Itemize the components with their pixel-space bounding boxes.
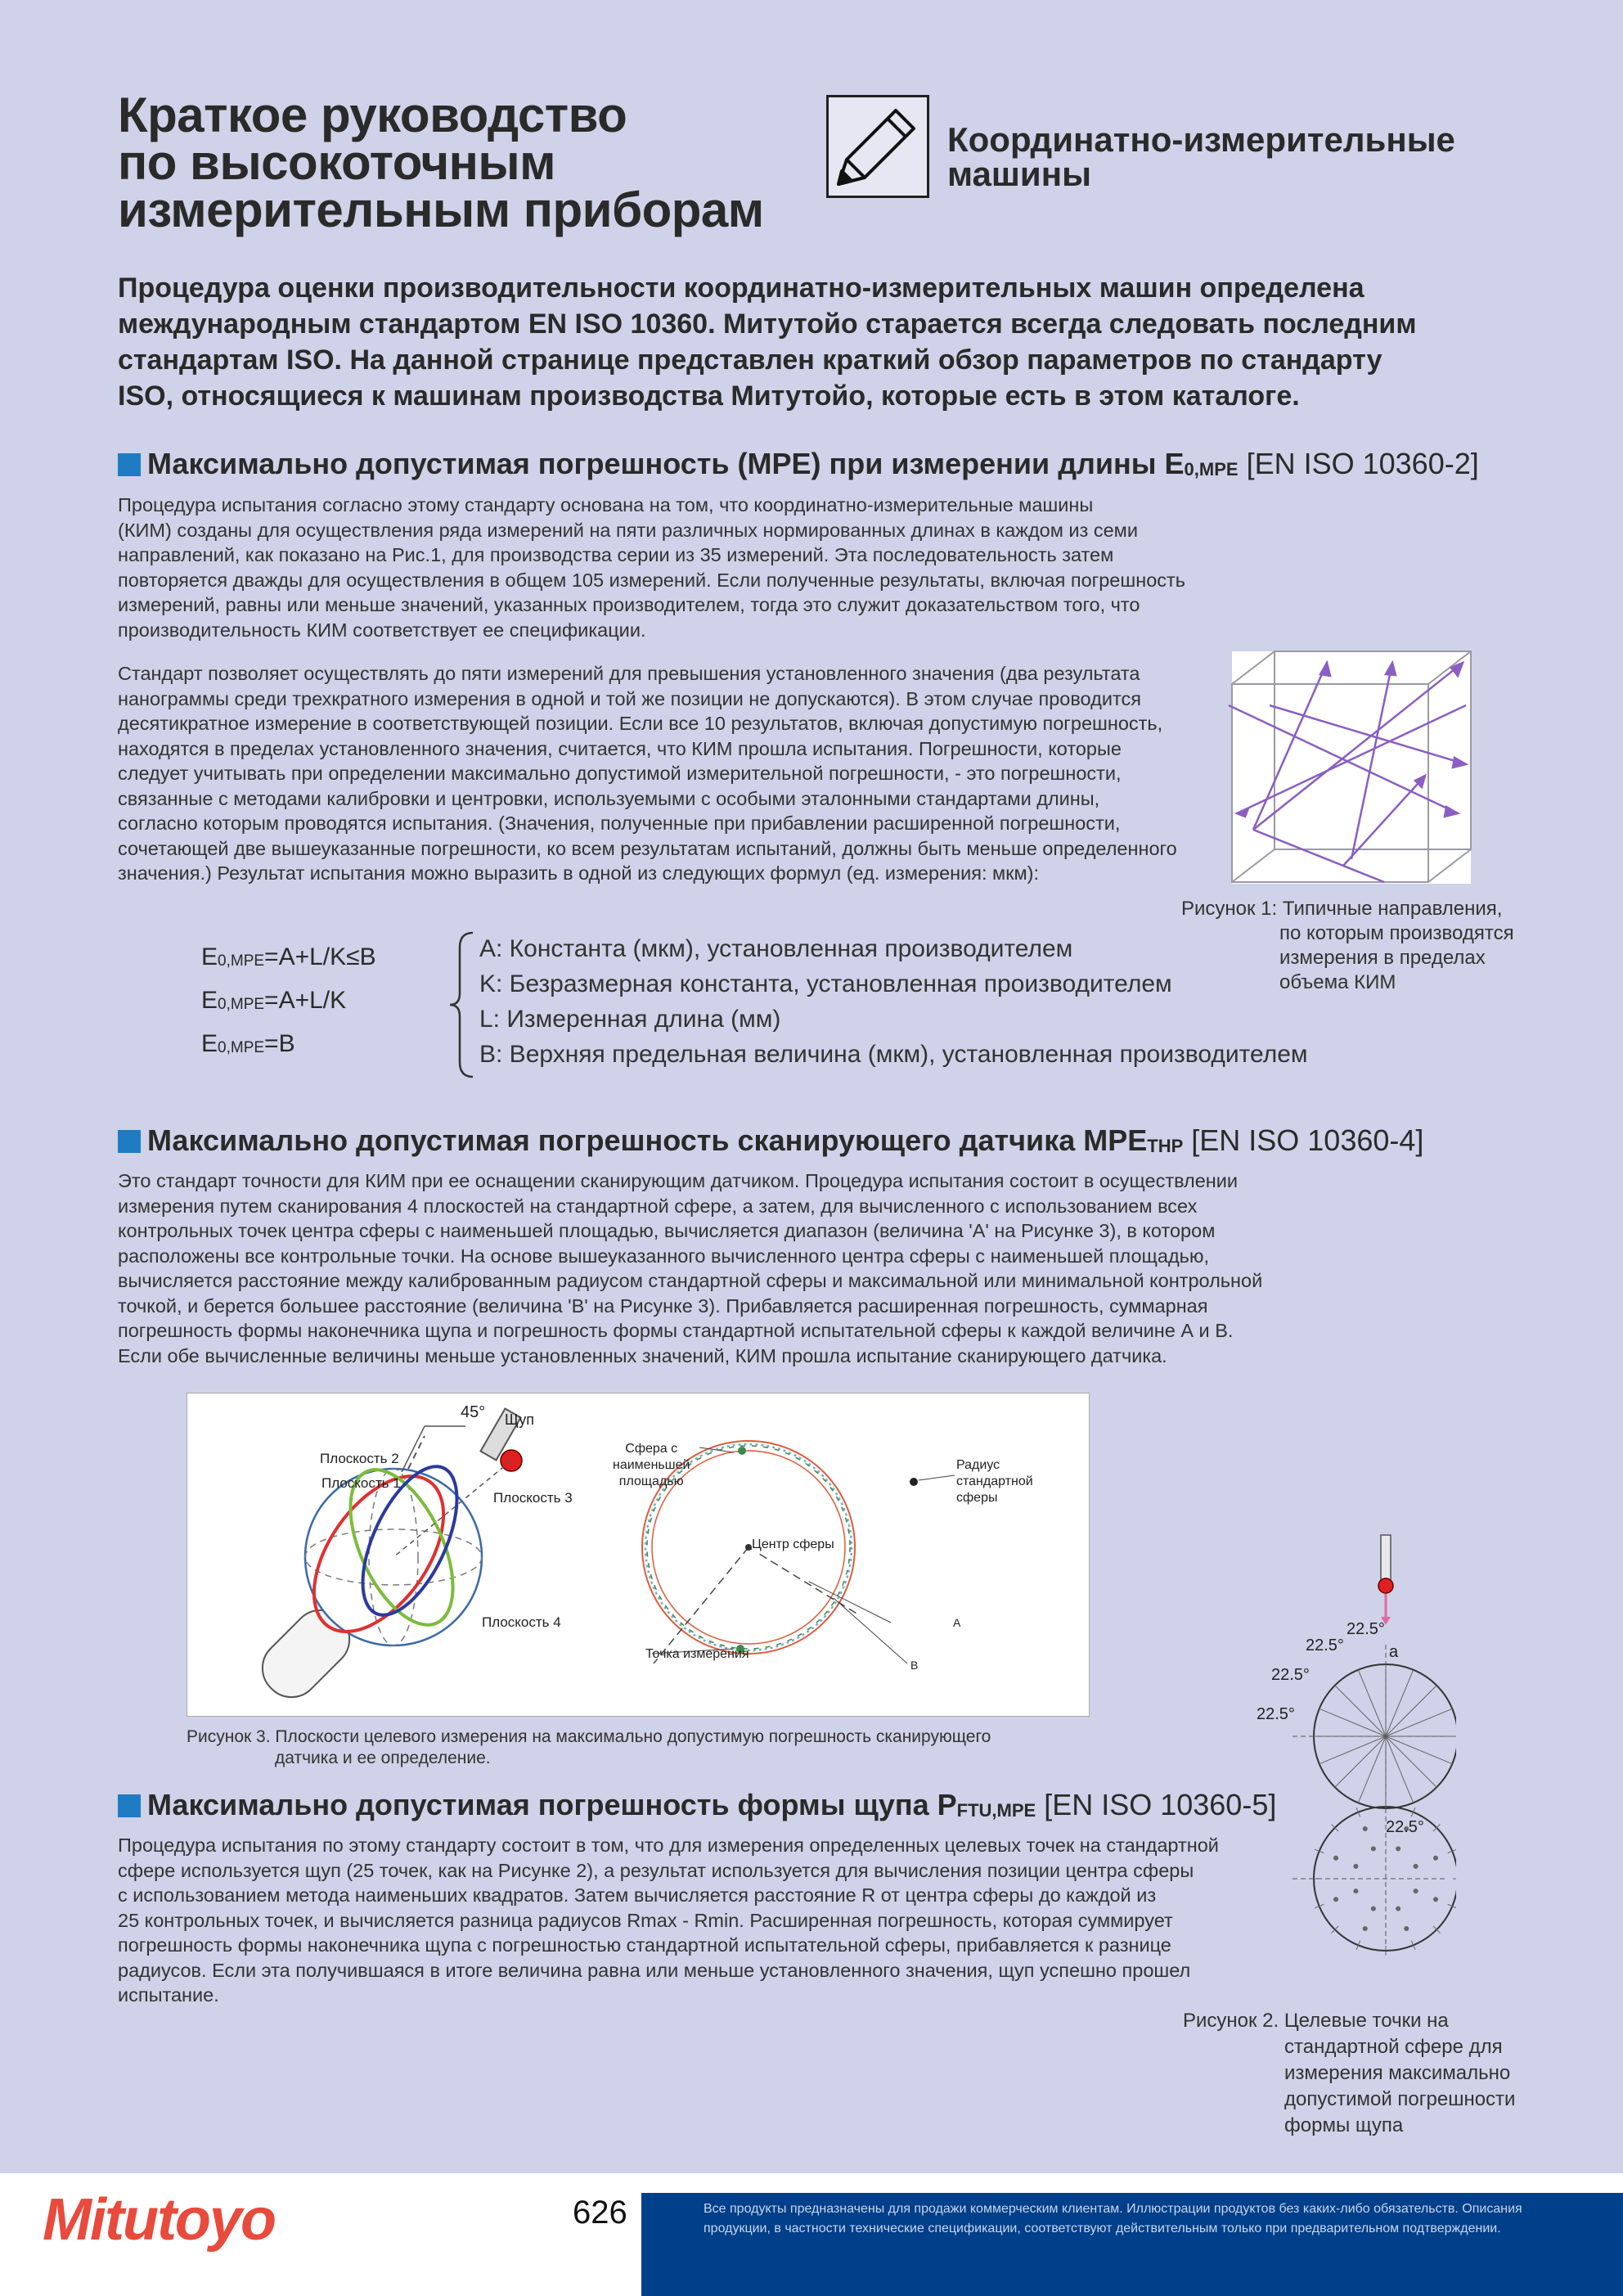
- caption-line: Рисунок 2. Целевые точки на: [1183, 2010, 1449, 2032]
- disclaimer-line: Все продукты предназначены для продажи коммерческим клиентам. Иллюстрации продуктов без каких-либо обязательств. Описания: [704, 2202, 1522, 2216]
- section1-paragraph-1: [118, 493, 1186, 642]
- legend-l: L: Измеренная длина (мм): [479, 1006, 781, 1033]
- fig3-probe-label: Щуп: [505, 1411, 535, 1428]
- title-line-2: по высокоточным: [118, 135, 556, 190]
- section3-heading: Максимально допустимая погрешность формы щупа $P_{FTU,MPE}$ [EN ISO 10360-5]: [118, 1789, 1276, 1827]
- text-line: контрольных точек центра сферы с наименьшей площадью, вычисляется диапазон (величина 'А' на Рисунке 3), в котором: [118, 1220, 1216, 1241]
- fig2-target-point: [1353, 1889, 1358, 1893]
- section1-heading: Максимально допустимая погрешность (MPE) при измерении длины $E_{0,MPE}$ [EN ISO 10360-2]: [118, 448, 1479, 486]
- fig3-plane2-label: Плоскость 2: [320, 1451, 399, 1466]
- fig2-target-point: [1353, 1864, 1358, 1869]
- text-line: с использованием метода наименьших квадратов. Затем вычисляется расстояние R от центра сферы до каждой из: [118, 1884, 1157, 1906]
- text-line: Это стандарт точности для КИМ при ее оснащении сканирующим датчиком. Процедура испытания состоит в осуществлении: [118, 1170, 1239, 1191]
- text-line: вычисляется расстояние между калиброванным радиусом стандартной сферы и максимальной или минимальной контрольной: [118, 1270, 1263, 1291]
- fig3-center-label: Центр сферы: [752, 1537, 834, 1551]
- fig2-target-point: [1414, 1864, 1418, 1869]
- text-line: измерения путем сканирования 4 плоскостей на стандартной сфере, а затем, для вычисленного с использованием всех: [118, 1195, 1198, 1217]
- text-line: Процедура испытания по этому стандарту состоит в том, что для измерения определенных целевых точек на стандартной: [118, 1835, 1219, 1856]
- figure-1-cube: [1221, 645, 1477, 890]
- category-line-2: машины: [947, 155, 1091, 193]
- caption-line: Рисунок 1: Типичные направления,: [1181, 898, 1503, 920]
- fig2-target-point: [1371, 1907, 1376, 1911]
- pencil-icon: [826, 95, 929, 198]
- formula-2: $E_{0,MPE}=A+L/K$: [201, 987, 347, 1014]
- text-line: нанограммы среди трехкратного измерения в одной и той же позиции не допускаются). В этом случае проводится: [118, 687, 1141, 709]
- page-number: 626: [573, 2195, 627, 2231]
- text-line: 25 контрольных точек, и вычисляется разница радиусов Rmax - Rmin. Расширенная погрешность, которая суммирует: [118, 1909, 1173, 1931]
- intro-line: ISO, относящиеся к машинам производства Митутойо, которые есть в этом каталоге.: [118, 380, 1300, 412]
- fig3-least-squares-label: Сфера с наименьшей площадью: [613, 1442, 690, 1488]
- fig2-angle-5: 22.5°: [1386, 1818, 1424, 1836]
- fig3-plane3-label: Плоскость 3: [493, 1490, 573, 1506]
- text-line: погрешность формы наконечника щупа и погрешность формы стандартной испытательной сферы к каждой величине А и В.: [118, 1320, 1234, 1341]
- section-marker: [118, 1130, 141, 1153]
- text-line: производительность КИМ соответствует ее спецификации.: [118, 619, 646, 641]
- text-line: расположены все контрольные точки. На основе вышеуказанного вычисленного центра сферы с наименьшей площадью,: [118, 1245, 1210, 1267]
- text-line: согласно которым проводятся испытания. (Значения, полученные при прибавлении расширенной погрешности,: [118, 813, 1121, 834]
- fig3-radius-label: Радиус стандартной сферы: [956, 1458, 1033, 1505]
- fig2-angle-1: 22.5°: [1347, 1620, 1385, 1638]
- fig2-spoke: [1335, 1686, 1386, 1736]
- text-line: сочетающей две вышеуказанные погрешности, ко всем результатам испытаний, должны быть меньше определенного: [118, 837, 1177, 859]
- title-line-3: измерительным приборам: [118, 182, 764, 237]
- caption-line: по которым производятся: [1279, 922, 1514, 944]
- fig3-point-label: Точка измерения: [645, 1647, 749, 1661]
- fig2-angle-2: 22.5°: [1306, 1636, 1344, 1654]
- page-title: [118, 88, 854, 237]
- fig3-a-label: A: [953, 1616, 961, 1629]
- brace-icon: [448, 931, 476, 1083]
- text-line: измерений, равны или меньше значений, указанных производителем, тогда это служит доказательством того, что: [118, 594, 1140, 615]
- figure-3: [187, 1393, 1090, 1717]
- formula-legend: [479, 931, 1308, 1072]
- category-title: [947, 120, 1520, 193]
- section2-heading: Максимально допустимая погрешность сканирующего датчика $MPE_{THP}$ [EN ISO 10360-4]: [118, 1124, 1423, 1163]
- caption-line: допустимой погрешности: [1284, 2088, 1516, 2110]
- intro-paragraph: [118, 270, 1417, 414]
- figure-3-caption: [187, 1727, 991, 1769]
- text-line: Если обе вычисленные величины меньше установленных значений, КИМ прошла испытание сканирующего датчика.: [118, 1344, 1167, 1366]
- text-line: сфере используется щуп (25 точек, как на Рисунке 2), а результат используется для вычисления позиции центра сферы: [118, 1859, 1194, 1881]
- caption-line: стандартной сфере для: [1284, 2036, 1503, 2058]
- fig3-angle-label: 45°: [461, 1403, 486, 1421]
- fig2-spoke: [1386, 1686, 1436, 1736]
- text-line: точкой, и берется большее расстояние (величина 'В' на Рисунке 3). Прибавляется расширенная погрешность, суммарная: [118, 1294, 1208, 1317]
- formula-3: $E_{0,MPE}=B$: [201, 1030, 295, 1057]
- fig2-target-point: [1433, 1897, 1438, 1902]
- fig2-point-a: a: [1389, 1643, 1399, 1661]
- category-line-1: Координатно-измерительные: [947, 120, 1455, 159]
- text-line: (КИМ) созданы для осуществления ряда измерений на пяти различных нормированных длинах в каждом из семи: [118, 519, 1138, 541]
- section3-paragraph: [118, 1833, 1219, 2008]
- caption-line: объема КИМ: [1279, 971, 1396, 993]
- fig2-target-point: [1363, 1826, 1368, 1831]
- fig2-spoke: [1335, 1736, 1386, 1787]
- text-line: значения.) Результат испытания можно выразить в одной из следующих формул (ед. измерения: мкм):: [118, 862, 1039, 884]
- text-line: погрешность формы наконечника щупа с погрешностью стандартной испытательной сферы, прибавляется к разнице: [118, 1934, 1171, 1956]
- fig2-angle-3: 22.5°: [1271, 1666, 1310, 1684]
- figure-2-target-points: [1243, 1530, 1456, 1956]
- caption-line: измерения максимально: [1284, 2062, 1511, 2084]
- disclaimer-line: продукции, в частности технические спецификации, соответствуют действительным только при предварительном подтверждении.: [704, 2222, 1501, 2235]
- legend-k: K: Безразмерная константа, установленная производителем: [479, 970, 1172, 997]
- formula-list: [201, 938, 376, 1068]
- formula-1: $E_{0,MPE}=A+L/K\le B$: [201, 943, 376, 970]
- fig3-plane1-label: Плоскость 1: [321, 1475, 401, 1491]
- fig3-b-label: B: [910, 1659, 919, 1672]
- figure-2-caption: [1183, 2008, 1515, 2139]
- fig3-plane4-label: Плоскость 4: [482, 1614, 561, 1630]
- title-line-1: Краткое руководство: [118, 88, 627, 142]
- fig2-target-point: [1404, 1926, 1409, 1931]
- fig2-target-point: [1371, 1846, 1376, 1851]
- intro-line: международным стандартом EN ISO 10360. Митутойо старается всегда следовать последним: [118, 308, 1417, 340]
- text-line: находятся в пределах установленного значения, считается, что КИМ прошла испытания. Погрешности, которые: [118, 737, 1122, 759]
- intro-line: Процедура оценки производительности координатно-измерительных машин определена: [118, 272, 1364, 304]
- caption-line: датчика и ее определение.: [275, 1749, 491, 1767]
- caption-line: формы щупа: [1284, 2114, 1404, 2136]
- text-line: повторяется дважды для осуществления в общем 105 измерений. Если полученные результаты, включая погрешность: [118, 569, 1186, 591]
- fig2-target-point: [1414, 1889, 1418, 1893]
- mitutoyo-logo: Mitutoyo: [43, 2187, 275, 2253]
- fig2-target-point: [1333, 1856, 1338, 1861]
- text-line: испытание.: [118, 1984, 219, 2006]
- fig2-angle-4: 22.5°: [1257, 1705, 1295, 1723]
- fig2-target-point: [1396, 1907, 1400, 1911]
- intro-line: стандартам ISO. На данной странице представлен краткий обзор параметров по стандарту: [118, 344, 1382, 376]
- fig2-spoke: [1386, 1736, 1436, 1787]
- legend-b: B: Верхняя предельная величина (мкм), установленная производителем: [479, 1041, 1308, 1068]
- text-line: связанные с методами калибровки и центровки, используемыми с особыми эталонными стандартами длины,: [118, 787, 1100, 809]
- section-marker: [118, 453, 141, 476]
- text-line: следует учитывать при определении максимально допустимой измерительной погрешности, - это погрешности,: [118, 763, 1122, 784]
- text-line: направлений, как показано на Рис.1, для производства серии из 35 измерений. Эта последовательность затем: [118, 544, 1114, 565]
- fig2-target-point: [1363, 1926, 1368, 1931]
- fig2-target-point: [1333, 1897, 1338, 1902]
- text-line: Стандарт позволяет осуществлять до пяти измерений для превышения установленного значения (два результата: [118, 663, 1140, 684]
- text-line: радиусов. Если эта получившаяся в итоге величина равна или меньше установленного значения, щуп успешно прошел: [118, 1959, 1191, 1981]
- legend-a: A: Константа (мкм), установленная производителем: [479, 935, 1073, 962]
- text-line: Процедура испытания согласно этому стандарту основана на том, что координатно-измерительные машины: [118, 494, 1094, 515]
- fig2-target-point: [1433, 1856, 1438, 1861]
- caption-line: Рисунок 3. Плоскости целевого измерения на максимально допустимую погрешность сканирующего: [187, 1727, 991, 1746]
- footer-disclaimer: [704, 2199, 1587, 2239]
- section2-paragraph: [118, 1168, 1263, 1368]
- fig2-target-point: [1396, 1846, 1400, 1851]
- caption-line: измерения в пределах: [1279, 947, 1486, 969]
- section1-paragraph-2: [118, 661, 1177, 886]
- section-marker: [118, 1794, 141, 1817]
- text-line: десятикратное измерение в соответствующей позиции. Если все 10 результатов, включая допустимую погрешность,: [118, 713, 1163, 734]
